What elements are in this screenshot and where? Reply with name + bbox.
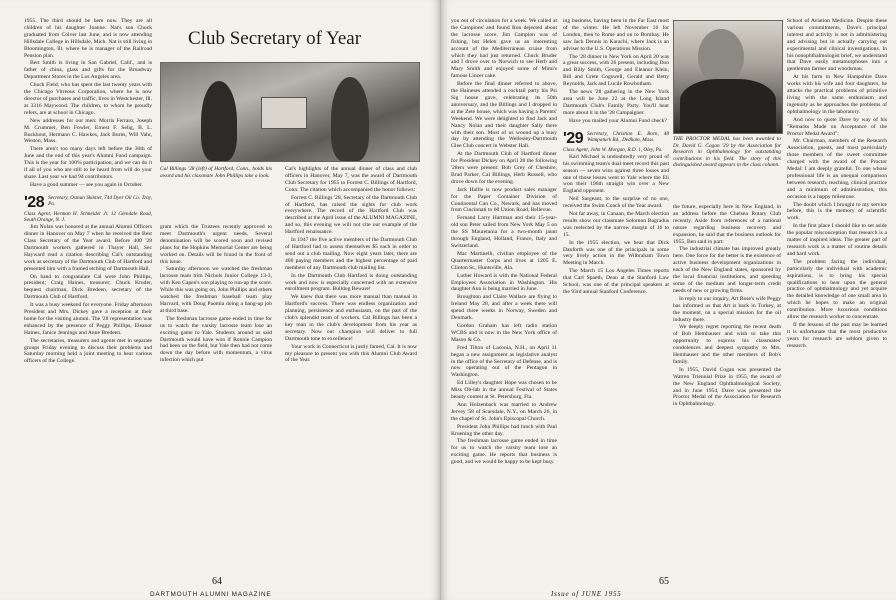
paragraph: Neil Sargeant, to the surprise of no one, received the Swim Coach of the Year award. bbox=[563, 196, 669, 210]
paragraph: Jim Nolan was honored at the annual Alumni Officers dinner in Hanover on May 7 when he received the Best Class Secretary of the Year award. Before 400 '28 Dartmouth workers gathered in Thayer Hall, Sec Hayward read a citation describing Cal's outstanding work as secretary of the Dartmouth Club of Hartford and presented him with a framed etching of Dartmouth Hall. bbox=[24, 224, 152, 272]
paragraph: Chuck Field, who has spent the last twenty years with the Chicago Vitreous Corporation, where he is now director of purchases and traffic, lives in Westchester, Ill. at 3316 Maywood. The children, to whom he proudly refers, are at school in Chicago. bbox=[24, 82, 152, 116]
paragraph: Have you mailed your Alumni Fund check? bbox=[569, 117, 667, 124]
paragraph: President John Phillips had lunch with Paul Kruening the other day. bbox=[451, 423, 557, 437]
paragraph: On hand to congratulate Cal were John Phillips, president; Craig Haines, treasurer; Chuck Kruder, bequest chairman, Dick Bredeen, secretary of the Dartmouth Club of Hartford. bbox=[24, 273, 152, 301]
paragraph: If the lessons of the past may be learned it is unfortunate that the most productive years for research are seldom given to research. bbox=[787, 321, 887, 349]
class-heading: '28 bbox=[24, 193, 45, 211]
footer-left: DARTMOUTH ALUMNI MAGAZINE bbox=[150, 591, 272, 598]
paragraph: Your work in Connecticut is justly famed, Cal. It is now my pleasure to present you with this Alumni Club Award of the Year. bbox=[285, 343, 417, 364]
paragraph: Ann Holzenbach was married to Andrew Jervey '58 of Scarsdale, N.Y., on March 26, in the chapel of St. John's Episcopal Church. bbox=[451, 401, 557, 422]
class-secretary: Secretary, Osmun Skinner, 744 Dyer Oil Co. Troy, Pa. bbox=[48, 194, 152, 207]
left-column-1 bbox=[24, 18, 152, 366]
paragraph: The '28 dinner in New York on April 20 was a great success, with 26 present, including Don and Billy Smith, George and Eleanor Klein, Bill and Grete Cogswell, Gerald and Betty Reynolds, Jack and Lucile Rowbotham. bbox=[563, 53, 669, 88]
photo-caption: THE PROCTOR MEDAL has been awarded to Dr. David G. Cogan '29 by the Association for Research in Ophthalmology for outstanding contributions in his field. The story of this distinguished award appears in the class column. bbox=[673, 136, 781, 169]
paragraph: Before the final dinner referred to above, the Haineses attended a cocktail party his Psi Sig house gave, celebrating its 50th anniversary, and the Billings and I dropped in at the Zete house, which was having a Parents' Weekend. We were delighted to find Jack and Nancy Nolan and their daughter Sally there with their son. Most of us wound up a busy day by attending the Wellesley-Dartmouth Glee Club concert in Webster Hall. bbox=[451, 81, 557, 150]
right-column-1 bbox=[451, 18, 557, 467]
paragraph: Jack Hallie is now product sales manager for the Paper Container Division of Continental Can Co., Newark, and has moved from Cincinnati to 60 Union Road, Bellevue. bbox=[451, 186, 557, 214]
paragraph: New addresses for our men: Morris Ferraro, Joseph M. Crummer, Ben Fowler, Ernest F. Selig, B. L. Buckhout, Hermann C. Hawkes, Jack Burns, Will Vahr, Weston, Mass. bbox=[24, 117, 152, 145]
paragraph: Gordon Graham has left radio station WCBS and is now in the New York office of Mason & Co. bbox=[451, 322, 557, 343]
photo-caption: Cal Billings '28 (left) of Hartford, Conn., holds his award and his classmate John Phillips take a look. bbox=[160, 166, 272, 179]
paragraph: Fred Tilton of Laconia, N.H., on April 11 began a new assignment as legislative analyst in the office of the Secretary of Defense, and is now operating out of the Pentagon in Washington. bbox=[451, 344, 557, 379]
paragraph: There aren't too many days left before the 30th of June and the end of this year's Alumni Fund campaign. This is the year for 100% participation, and we can do it if all of you who are still to be heard from will do your share. Last year we had 94 contributors. bbox=[24, 146, 152, 180]
paragraph: At his farm in New Hampshire Dave works with his wife and four daughters, he attacks the practical problems of primitive living with the same enthusiasm and ingenuity as he approaches the problems of ophthalmology in the laboratory. bbox=[787, 74, 887, 115]
paragraph: Saturday afternoon we watched the freshman lacrosse team trim Nichols Junior College 13-3, with Ken Capen's son playing to run-up the score. While this was going on, John Phillips and others watched the freshman baseball team play Harvard, with Doug Paomia doing a bang-up job at third base. bbox=[160, 266, 272, 314]
left-column-3 bbox=[285, 166, 417, 365]
class-heading: '29 bbox=[563, 129, 584, 147]
right-page bbox=[441, 0, 896, 600]
paragraph: Broughton and Claire Wallace are flying to Ireland May 28, and after a week there will spend three weeks in Norway, Sweden and Denmark. bbox=[451, 294, 557, 322]
paragraph: Not far away, in Canaan, the March election results show our classmate Solomon Bagradus was reelected by the narrow margin of 16 to 15. bbox=[563, 211, 669, 238]
paragraph: The problem facing the individual, particularly the individual with academic aspirations, is to bring his special qualifications to bear upon the general practice of ophthalmology and yet acquire the detailed knowledge of one small area in which he hopes to make an original contribution. More luxurious conditions allow the research worker to concentrate. bbox=[787, 258, 887, 321]
class-header-29 bbox=[563, 131, 669, 147]
paragraph: We deeply regret reporting the recent death of Bob Hemhauser and wish to take this opportunity to express his classmates' condolences and deepest sympathy to Mrs. Hemhauser and the other members of Bob's family. bbox=[673, 324, 781, 365]
paragraph: And now to quote Dave by way of his "Remarks Made on Acceptance of the Proctor Medal Award": bbox=[787, 116, 887, 137]
portrait-body bbox=[680, 79, 776, 133]
framed-etching bbox=[261, 97, 307, 129]
paragraph: Cal's highlights of the annual dinner of class and club officers in Hanover, May 7, was the award of Dartmouth Club Secretary for 1955 to Forrest C. Billings of Hartford, Conn. The citation which accompanied the honor follows: bbox=[285, 166, 417, 193]
paragraph: Ed Lilley's daughter Hope was chosen to be Miss Ob-lab in the annual Festival of States beauty contest at St. Petersburg, Fla. bbox=[451, 380, 557, 401]
page-number-right: 65 bbox=[659, 576, 669, 587]
paragraph: In the first place I should like to set aside the popular misconception that research is a matter of inspired ideas. The greater part of research work is a matter of routine details and hard work. bbox=[787, 223, 887, 257]
paragraph: At the Dartmouth Club of Hartford dinner for President Dickey on April 28 the following '28ers were present: Bob Grey of Cheshire, Brad Parker, Cal Billings, Herb Russell, who drove down for the evening. bbox=[451, 151, 557, 185]
paragraph: Bert Smith is living in San Gabriel, Calif., and is father of china, glass and gifts for the Broadway Department Stores in the Los Angeles area. bbox=[24, 60, 152, 81]
class-agent: Class Agent, Herman H. Schneider Jr. 12 Glendale Road, South Orange, N. J. bbox=[24, 210, 152, 223]
paragraph: In 1955, David Cogan was presented the Warren Triennial Prize in 1955, the award of the New England Ophthalmological Society, and in June 1954, Dave was presented the Proctor Medal of the Association for Research in Ophthalmology. bbox=[673, 366, 781, 408]
right-column-4 bbox=[787, 18, 887, 351]
paragraph: you out of circulation for a week. We called at the Campions' and found Ron dejected about the lacrosse score. Jim Campion was of fishing, but Helen gave us an interesting account of the Mediterranean cruise from which they had just returned. Chuck Bruder and I drove over to Norwich to see Herb and Mary Smith and enjoyed some of Mimi's famous Linzer cake. bbox=[451, 18, 557, 80]
paragraph: In the Dartmouth Club Hartford is doing outstanding work and now is especially concerned with an extensive enrollment program. Bulldog Beware! bbox=[285, 272, 417, 293]
paragraph: Have a good summer — see you again in October. bbox=[30, 181, 143, 188]
paragraph: School of Aviation Medicine. Despite these various commitments, Dave's principal interest and activity is not in administering and advising but in actually carrying out experimental and clinical investigations. In his nonophthalmologist brief, we understand that Dave easily metamorphoses into a gentleman farmer and woodsman. bbox=[787, 18, 887, 73]
paragraph: We knew that there was more manual than manual in Hartford's success. There was endless organization and planning, persistence and enthusiasm, on the part of the club's splendid team of workers. Cal Billings has been a key man in the club's development from his year as secretary. Now our champion will deliver to full Dartmouth tone to excellence! bbox=[285, 294, 417, 342]
right-column-2 bbox=[563, 18, 669, 297]
paragraph: It was a busy weekend for everyone. Friday afternoon President and Mrs. Dickey gave a reception at their home for the visiting alumni. The '28 representation was enhanced by the presence of Peggy Phillips, Eleanor Haines, Janice Jennings and Anne Bredeen. bbox=[24, 302, 152, 336]
paragraph: Fernand Larry Hartman and their 15-year-old son Peter sailed from New York May 5 on the SS Mauretania for a two-month jaunt through England, Holland, France, Italy and Switzerland. bbox=[451, 215, 557, 249]
award-photo bbox=[160, 62, 420, 162]
paragraph: The freshman lacrosse game ended in time for us to watch the varsity lacrosse team lose an exciting game to Yale. Students around us said Dartmouth would have won if Ronnie Campion had been on the field, but Yale then had not come down the day before with momentum, a virus infection which put bbox=[160, 315, 272, 364]
paragraph: 1955. The third should be here now. They are all children of his daughter Joanne. Nat's son Chuck graduated from Colver last June, and is now attending Hillsdale College in Hillsdale, Mich. Nat is still living in Bloomington, Ill. where he is manager of the Railroad Pension plan. bbox=[24, 18, 152, 59]
paragraph: gram which the Trustees recently approved to meet Dartmouth's urgent needs. Several denomination will be scored soon and revised plans for the Hopkins Memorial Center are being worked on. Details will be found in the front of this issue. bbox=[160, 224, 272, 265]
paragraph: In 1947 the five active members of the Dartmouth Club of Hartford had to assess themselves $5 each in order to send out a club mailing. Now eight years later, there are 400 paying members and the highest percentage of paid members of any Dartmouth club mailing list. bbox=[285, 237, 417, 271]
paragraph: Mac Martinelli, civilian employee of the Quartermaster Corps and lives at 1205 E. Clinton St., Huntsville, Ala. bbox=[451, 250, 557, 271]
paragraph: The industrial climate has improved greatly here. One force for the better is the existence of active business development organizations in each of the New England states, sponsored by the local financial institutions, and speeding some of the medium and longer-term credit needs of new or growing firms. bbox=[673, 246, 781, 294]
paragraph: In reply to our inquiry, Art Rose's wife Peggy has informed us that Art is back in Turkey, at the moment, on a special mission for the oil industry there. bbox=[673, 295, 781, 323]
right-column-3 bbox=[673, 204, 781, 409]
paragraph: Forrest C. Billings '28, Secretary of the Dartmouth Club of Hartford, has raised the sights for club work everywhere. The record of the Hartford Club was described at the April issue of the ALUMNI MAGAZINE, and so, this evening we will not cite our example of the Hartford renaissance. bbox=[285, 194, 417, 236]
paragraph: In the 1955 election, we hear that Dick Danforth was one of the principals in some very lively action in the Wilbraham Town Meeting in March. bbox=[563, 239, 669, 267]
left-column-2 bbox=[160, 224, 272, 365]
person-right bbox=[331, 77, 369, 161]
class-header-28 bbox=[24, 195, 152, 211]
paragraph: The March 15 Los Angeles Times reports that Carl Spaeth, Dean at the Stanford Law School, was one of the principal speakers at the 93rd annual Stanford Conference. bbox=[563, 268, 669, 296]
paragraph: The freshman lacrosse game ended in time for us to watch the varsity team lose an exciting game. He reports that business is good, and we would be happy to be kept busy. bbox=[451, 438, 557, 466]
page-number-left: 64 bbox=[212, 576, 222, 587]
footer-right: Issue of JUNE 1955 bbox=[551, 590, 622, 598]
portrait-head bbox=[698, 29, 744, 85]
paragraph: Luther Howard is with the National Federal Employees Association in Washington. His daughter Ann is being married in June. bbox=[451, 272, 557, 293]
paragraph: ing business, having been in the Far East most of the winter. He left November 16 for London, then to Rome and on to Bombay. He saw Jack Dennis in Karachi, where Jack is an adviser to the U.S. Operations Mission. bbox=[563, 18, 669, 52]
paragraph: The news '28 gathering in the New York area will be June 22 at the Long Island Dartmouth Club's Family Party. You'll hear more about it in the '28 Campaigner. bbox=[563, 89, 669, 116]
paragraph: The doubt which I brought to my service before, this is the memory of scientific work. bbox=[787, 201, 887, 222]
paragraph: the future, especially here in New England, in an address before the Chelsea Rotary Club recently. Aside from references of a national nature regarding business recovery and expansion, he said that the business outlook for 1955, Ben said in part: bbox=[673, 204, 781, 245]
paragraph: Karl Michael is undoubtedly very proud of his swimming team's dual meet record this past season — seven wins against three losses and one of those losses went to Yale where the Eli won their 196th straight win over a New England opponent. bbox=[563, 153, 669, 195]
class-agent: Class Agent, John W. Morgan, R.D. 1, Oley, Pa. bbox=[563, 146, 663, 153]
paragraph: Mr. Chairman, members of the Research Association, guests, and most particularly those members of the sweet committee charged with the award of the Proctor Medal: I am deeply grateful. To one whose professional life is an unequal comparison between research, teaching, clinical practice and a minimum of administration, this occasion is a happy milestone. bbox=[787, 138, 887, 200]
paragraph: The secretaries, treasurers and agents met in separate groups Friday evening to discuss their problems and Saturday morning held a joint meeting to hear various officers of the College. bbox=[24, 337, 152, 365]
class-secretary: Secretary, Christian E. Born, 48 Wampatuck Rd., Dedham, Mass. bbox=[587, 130, 669, 143]
article-title: Club Secretary of Year bbox=[188, 28, 362, 49]
person-left bbox=[201, 81, 237, 161]
cogan-photo bbox=[673, 20, 783, 134]
left-page bbox=[0, 0, 441, 600]
